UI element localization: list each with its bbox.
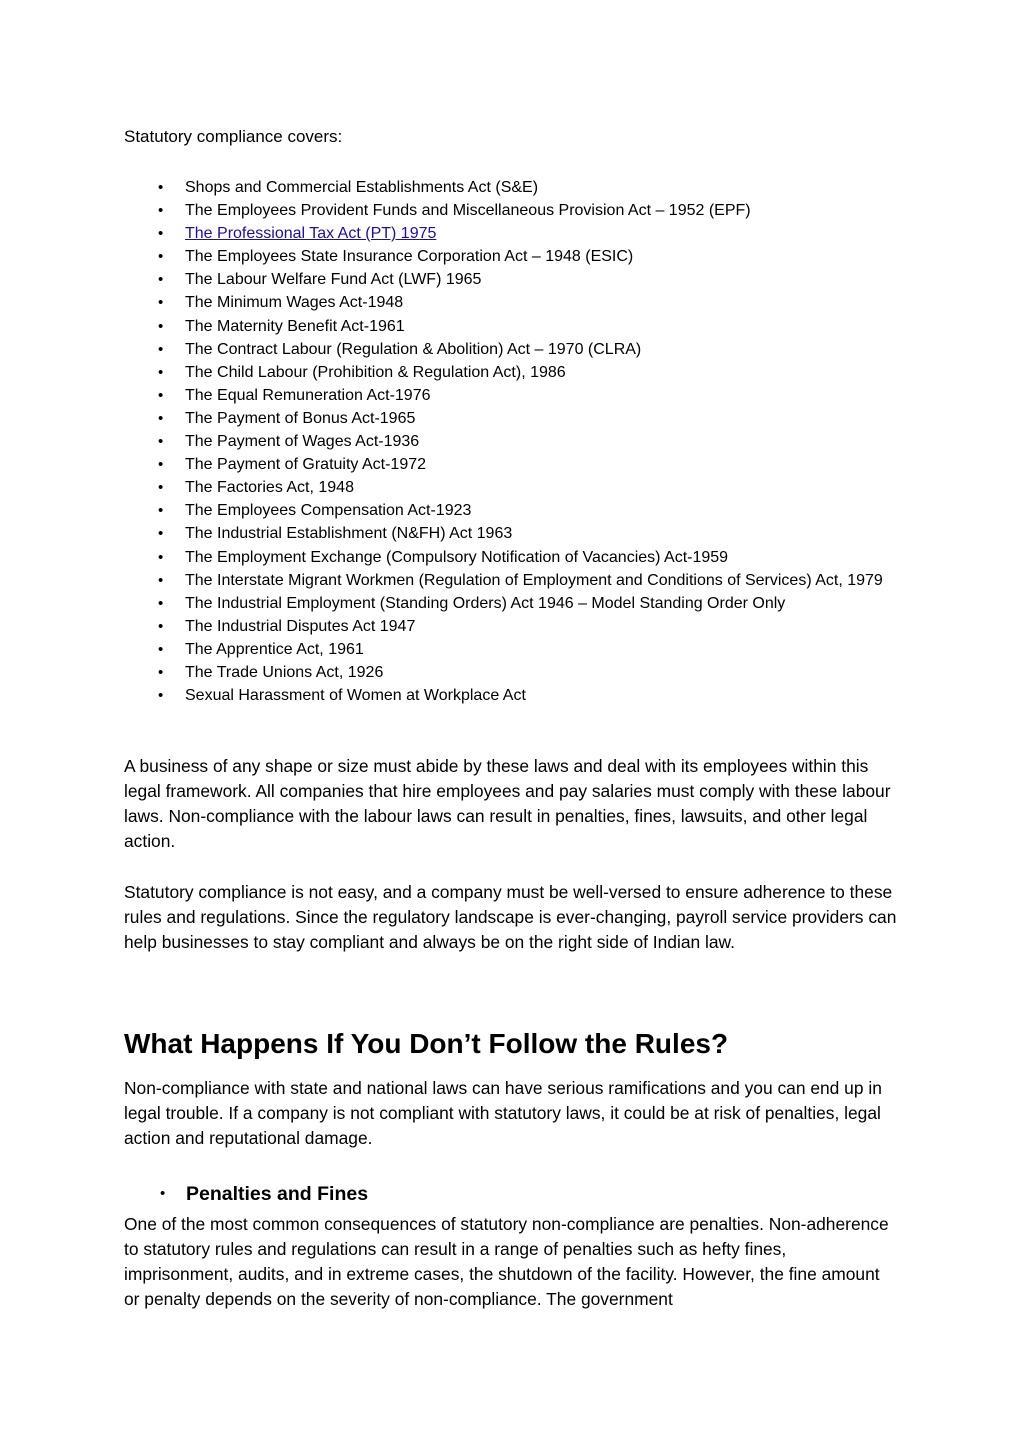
subheading-penalties	[124, 1181, 368, 1207]
list-item-label: The Apprentice Act, 1961	[185, 640, 364, 658]
list-item-label: The Employees State Insurance Corporation Act – 1948 (ESIC)	[185, 248, 634, 266]
list-item	[124, 592, 884, 615]
list-item-label: The Factories Act, 1948	[185, 479, 354, 497]
list-item	[124, 430, 884, 453]
list-item[interactable]	[124, 222, 884, 245]
list-item	[124, 361, 884, 384]
list-item-label: The Employment Exchange (Compulsory Notification of Vacancies) Act-1959	[185, 548, 729, 566]
list-item-label: The Industrial Employment (Standing Orders) Act 1946 – Model Standing Order Only	[185, 594, 786, 612]
list-item-label: The Employees Provident Funds and Miscellaneous Provision Act – 1952 (EPF)	[185, 202, 751, 220]
list-item-label: The Child Labour (Prohibition & Regulation Act), 1986	[185, 363, 566, 381]
list-item	[124, 684, 884, 707]
section-heading: What Happens If You Don’t Follow the Rules?	[124, 1028, 729, 1059]
professional-tax-link[interactable]: The Professional Tax Act (PT) 1975	[185, 225, 437, 243]
list-item-label: The Maternity Benefit Act-1961	[185, 317, 405, 335]
list-item	[124, 569, 884, 592]
list-item	[124, 638, 884, 661]
list-item-label: The Interstate Migrant Workmen (Regulation of Employment and Conditions of Services) Act, 1979	[185, 571, 883, 589]
paragraph-compliance-difficulty: Statutory compliance is not easy, and a company must be well-versed to ensure adherence to these rules and regulations. Since the regulatory landscape is ever-changing, payroll service providers can help businesses to stay compliant and always be on the right side of Indian law.	[124, 882, 897, 953]
list-item-label: The Payment of Gratuity Act-1972	[185, 456, 427, 474]
list-item	[124, 499, 884, 522]
list-item-label: Sexual Harassment of Women at Workplace Act	[185, 687, 526, 705]
acts-list	[124, 176, 884, 707]
list-item	[124, 661, 884, 684]
list-item-label: The Payment of Wages Act-1936	[185, 433, 420, 451]
paragraph-penalties: One of the most common consequences of statutory non-compliance are penalties. Non-adherence to statutory rules and regulations can result in a range of penalties such as hefty fines, imprisonment, audits, and in extreme cases, the shutdown of the facility. However, the fine amount or penalty depends on the severity of non-compliance. The government	[124, 1214, 889, 1310]
list-item	[124, 384, 884, 407]
list-item	[124, 522, 884, 545]
list-item	[124, 245, 884, 268]
list-item	[124, 199, 884, 222]
paragraph-laws-framework: A business of any shape or size must abide by these laws and deal with its employees within this legal framework. All companies that hire employees and pay salaries must comply with these labour laws. Non-compliance with the labour laws can result in penalties, fines, lawsuits, and other legal action.	[124, 756, 891, 852]
list-item-label: The Employees Compensation Act-1923	[185, 502, 472, 520]
list-item-label: The Contract Labour (Regulation & Abolition) Act – 1970 (CLRA)	[185, 340, 642, 358]
list-item-label: Shops and Commercial Establishments Act (S&E)	[185, 179, 539, 196]
list-item-label: The Industrial Disputes Act 1947	[185, 617, 416, 635]
list-item	[124, 268, 884, 291]
list-item-label: The Trade Unions Act, 1926	[185, 663, 384, 681]
list-item	[124, 615, 884, 638]
subheading-label: Penalties and Fines	[186, 1183, 369, 1205]
list-item-label: The Minimum Wages Act-1948	[185, 294, 404, 312]
intro-text: Statutory compliance covers:	[124, 127, 343, 146]
list-item-label: The Labour Welfare Fund Act (LWF) 1965	[185, 271, 482, 289]
list-item	[124, 546, 884, 569]
paragraph-non-compliance: Non-compliance with state and national laws can have serious ramifications and you can end up in legal trouble. If a company is not compliant with statutory laws, it could be at risk of penalties, legal action and reputational damage.	[124, 1078, 882, 1149]
list-item	[124, 453, 884, 476]
list-item	[124, 176, 884, 199]
list-item-label: The Payment of Bonus Act-1965	[185, 409, 416, 427]
bullet-icon: •	[160, 1185, 166, 1202]
list-item	[124, 476, 884, 499]
list-item	[124, 407, 884, 430]
list-item	[124, 315, 884, 338]
list-item-label: The Equal Remuneration Act-1976	[185, 386, 431, 404]
list-item-label: The Industrial Establishment (N&FH) Act 1963	[185, 525, 513, 543]
list-item	[124, 291, 884, 314]
list-item	[124, 338, 884, 361]
